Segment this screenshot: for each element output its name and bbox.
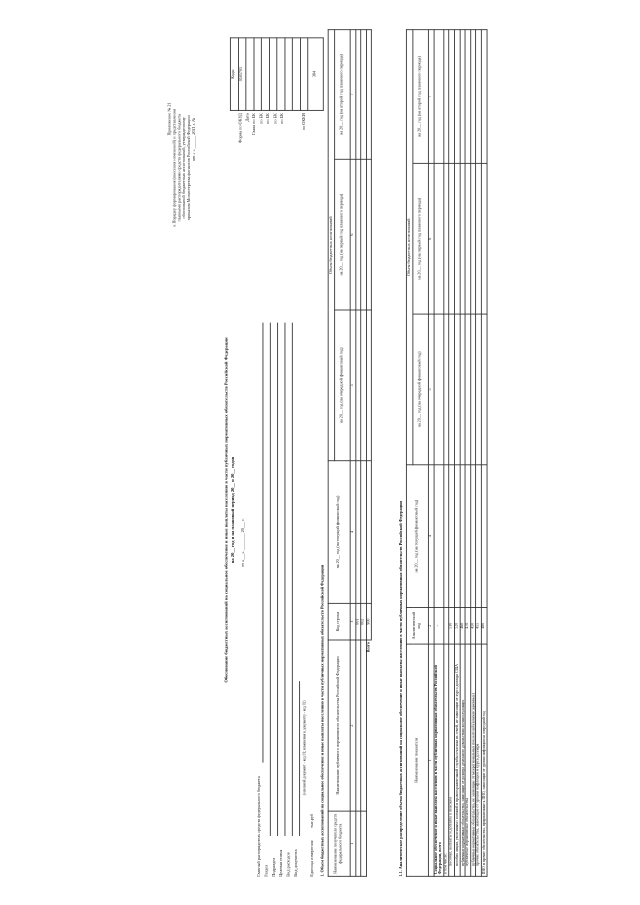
s11-col-name: Наименование показателя (406, 644, 428, 876)
s11-row-name: в том числе: (444, 644, 449, 876)
field-underline (299, 681, 300, 836)
field-vr: Вид расходов (286, 852, 292, 877)
section11-title: 1.1. Аналитическое распределение объема бюджетных ассигнований на социальное обеспечение и иные выплаты населению в части публичных нормативных обязательств Российской Федерации (398, 501, 404, 877)
unit-value: тыс.руб (309, 813, 315, 828)
s11-row-name: пособия лицам, уволенным с военной и правоохранительной службы и членам их семей, не зависящие от курса доллара США (454, 644, 459, 876)
code-cell (261, 38, 269, 111)
s1-col-y3: на 20__ год (на первый год планового периода) (335, 159, 350, 310)
s1-num: 6 (350, 159, 355, 310)
s11-row-code: 470 (465, 607, 470, 644)
appendix-line: обоснований бюджетных ассигнований, утвержденному (181, 117, 187, 219)
s11-num: 7 (428, 30, 433, 164)
code-cell (269, 38, 277, 111)
field-podrazdel: Подраздел (271, 857, 277, 877)
code-label-okud: Форма по ОКУД (238, 113, 243, 143)
s1-col-y2: на 20__ год (на очередной финансовый год) (335, 310, 350, 461)
s1-num: 4 (350, 461, 355, 604)
s1-col-name: Наименование публичного нормативного обязательства Российской Федерации (328, 640, 350, 811)
field-razdel: Раздел (264, 864, 270, 877)
s11-col-code: Аналитический код (406, 607, 428, 644)
code-label-okei: по ОКЕИ (301, 113, 307, 131)
s11-col-volume: Объем бюджетных ассигнований (406, 30, 413, 465)
appendix-line: главными распорядителями средств федерального бюджета (177, 114, 182, 222)
codes-labels (238, 113, 308, 155)
s11-num: 5 (428, 314, 433, 465)
s11-col-y3: на 20__ год (на первый год планового периода) (413, 163, 428, 314)
field-underline (285, 323, 286, 836)
rotated-form-sheet (161, 13, 524, 893)
s11-num: 4 (428, 465, 433, 608)
code-label-bk: по БК (265, 113, 271, 124)
s1-num: 2 (350, 640, 355, 811)
s1-col-code: Код строки (328, 603, 350, 640)
table-row (366, 30, 371, 877)
section1-title: 1. Объем бюджетных ассигнований на социальное обеспечение и иные выплаты населению в части публичных нормативных обязательств Российской Федерации (320, 564, 326, 877)
s1-row-code: 001 (356, 603, 361, 640)
code-okei: 384 (308, 38, 323, 111)
doc-note: (основной документ - код 01; изменения к документу - код 02) (302, 700, 307, 796)
s11-row-name: прочие обязательства, зависящие от уровня инфляции и курса доллара (476, 644, 481, 876)
code-label-bk: по БК (272, 113, 278, 124)
s11-row-code: - (434, 607, 444, 644)
section11-table (406, 29, 487, 876)
s1-num: 5 (350, 310, 355, 461)
s1-row-code: 002 (361, 603, 366, 640)
code-label-date: Дата (245, 113, 250, 122)
appendix-block (167, 46, 196, 290)
code-cell (285, 38, 293, 111)
header-fields (257, 776, 301, 876)
table-row (434, 30, 444, 877)
appendix-date: от « » ______ 2011 г. № (191, 117, 197, 161)
s11-row-code: 460 (460, 607, 465, 644)
code-cell (246, 38, 254, 111)
s1-total-label: Всего (366, 640, 371, 876)
s1-total-code: 900 (366, 603, 371, 640)
s11-row-name: пособия, выплаты и доплаты к пенсиям (449, 644, 454, 876)
s11-num: 2 (428, 607, 433, 644)
s11-row-name: ПНО и прочие обязательства, приравненные к ПНО, зависящие от уровня инфляции на очередной год (481, 644, 486, 876)
s11-row-code: 455 (476, 607, 481, 644)
codes-table (230, 37, 324, 110)
code-label-glava: Глава по БК (251, 113, 257, 135)
field-underline (263, 323, 264, 763)
code-label-bk: по БК (279, 113, 285, 124)
s11-num: 1 (428, 644, 433, 876)
field-cs: Целевая статья (278, 849, 284, 877)
s11-row-name: Социальное обеспечение и иные выплаты населению в части публичных нормативных обязательств Российской Федерации, всего (434, 644, 444, 876)
table-row (481, 30, 486, 877)
field-doc: Вид документа (293, 849, 299, 877)
s11-row-code: 510 (449, 607, 454, 644)
code-cell (254, 38, 262, 111)
codes-header: Коды (230, 38, 238, 111)
field-underline (270, 323, 271, 836)
s1-col-payer: Наименование получателя средств федерального бюджета (328, 811, 350, 876)
s1-num: 1 (350, 811, 355, 876)
field-underline (277, 323, 278, 836)
s11-row-name: публичные нормативные обязательства (465, 644, 470, 876)
s11-row-code: 450 (471, 607, 476, 644)
code-label-bk: по БК (258, 113, 264, 124)
code-okud: 0505701 (238, 38, 246, 111)
form-date-line: от «___» ________ 20___ г. (240, 518, 246, 567)
section1-table (328, 29, 372, 876)
s1-col-y1: на 20__ год (на текущий финансовый год) (328, 461, 350, 604)
s11-row-code: 520 (454, 607, 459, 644)
field-underline (292, 323, 293, 836)
unit-label: Единица измерения: (309, 839, 315, 877)
appendix-line: к Порядку формирования (внесения изменений) и представления (172, 109, 177, 227)
s11-col-y4: на 20__ год (на второй год планового периода) (413, 30, 428, 164)
form-subtitle: на 20__ год и на плановый период 20__ и 20__ годов (230, 456, 236, 564)
appendix-number: Приложение № 21 (167, 102, 173, 136)
s11-col-y2: на 20__ год (на очередной финансовый год) (413, 314, 428, 465)
s1-col-y4: на 20__ год (на второй год планового периода) (335, 30, 350, 160)
s1-col-volume: Объем бюджетных ассигнований (328, 30, 335, 461)
code-cell (277, 38, 285, 111)
s11-row-code: 480 (481, 607, 486, 644)
s1-num: 3 (350, 603, 355, 640)
appendix-line: приказом Министерства финансов Российской Федерации (186, 115, 192, 221)
form-title: Обоснование бюджетных ассигнований на социальное обеспечение и иные выплаты населению в части публичных нормативных обязательств Российской Федерации (224, 337, 230, 683)
s11-row-name: публичные нормативные обязательства, не зависящие от межрегиональных показателей (компенсационные) (471, 644, 476, 876)
code-cell (292, 38, 300, 111)
s11-col-y1: на 20__ год (на текущий финансовый год) (406, 465, 428, 608)
code-cell (300, 38, 308, 111)
s11-num: 6 (428, 163, 433, 314)
s11-row-name: публичные нормативные обязательства, зависящие от размера денежного довольствия военнослужащих (460, 644, 465, 876)
s1-num: 7 (350, 30, 355, 160)
field-gr: Главный распорядитель средств федерального бюджета (256, 776, 262, 877)
